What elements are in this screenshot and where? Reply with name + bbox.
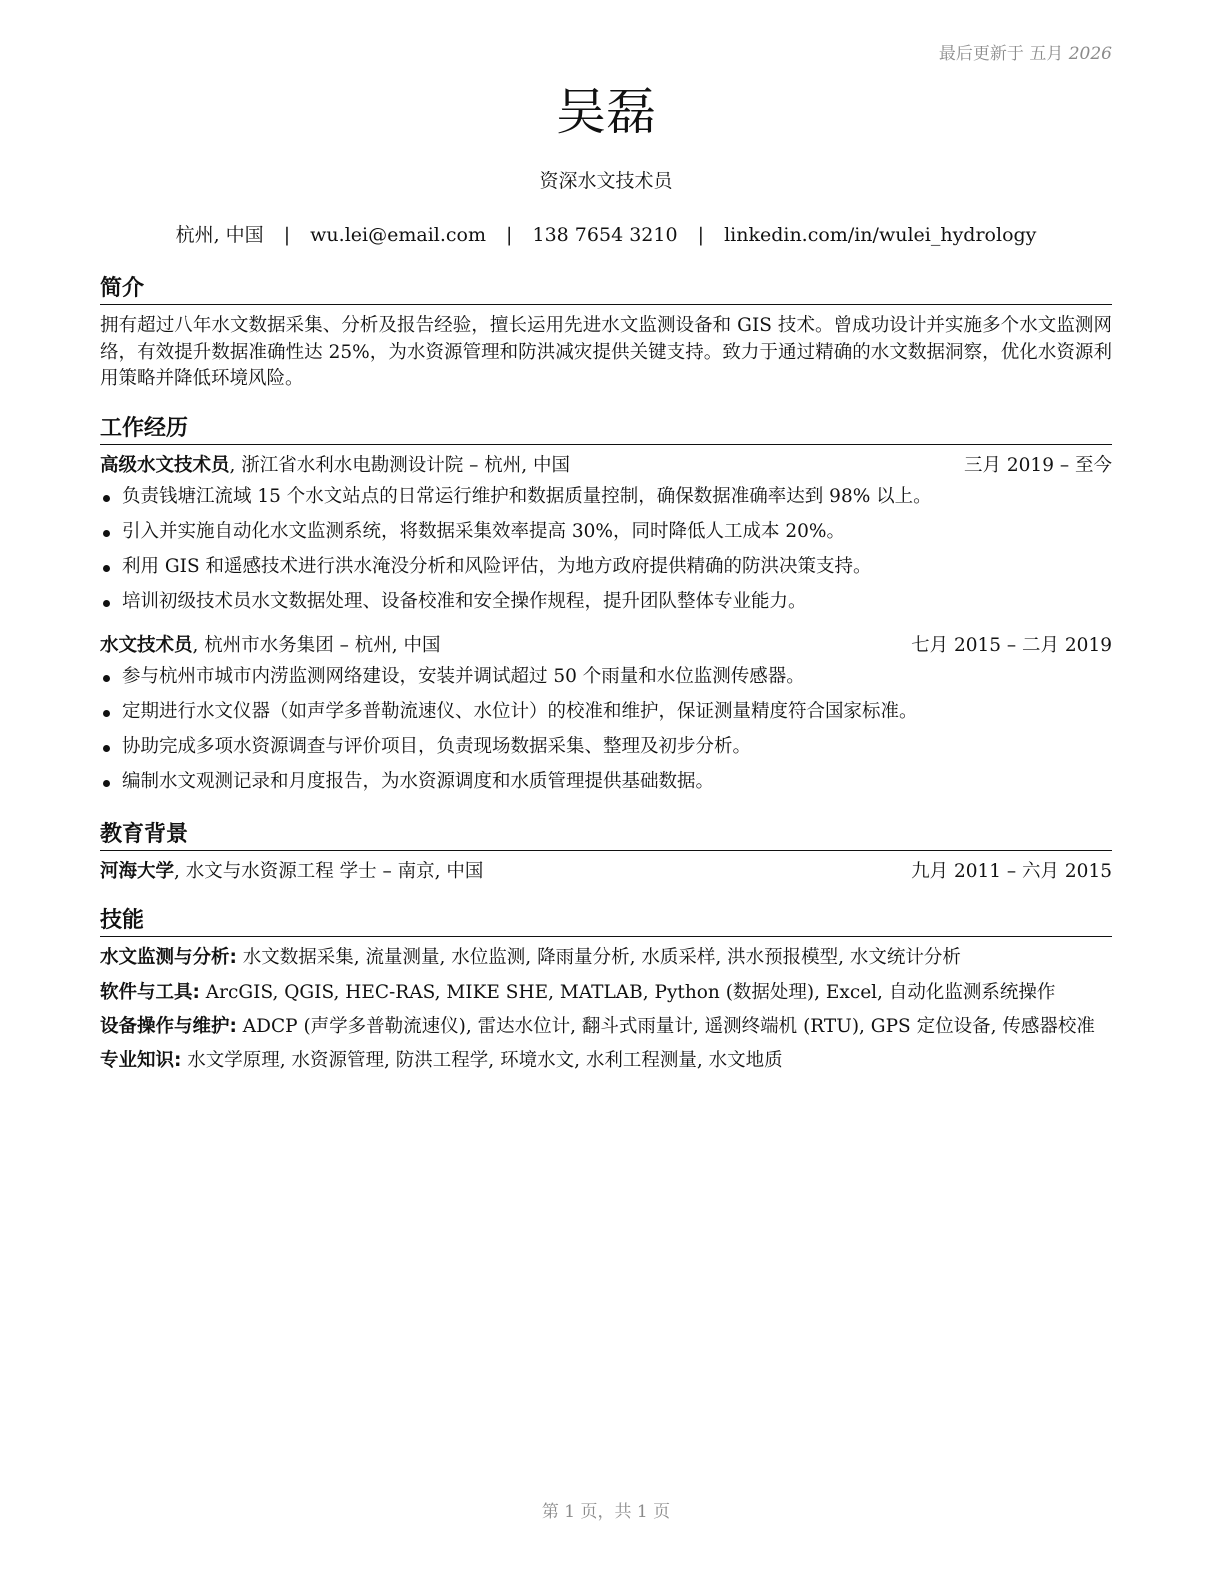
contact-separator: | (697, 224, 705, 246)
job-entry (100, 453, 1112, 615)
education-detail: , 水文与水资源工程 学士 – 南京, 中国 (174, 861, 484, 883)
education-school: 河海大学 (100, 861, 175, 883)
job-bullet: 培训初级技术员水文数据处理、设备校准和安全操作规程，提升团队整体专业能力。 (100, 589, 1112, 616)
skill-label: 专业知识: (100, 1050, 182, 1072)
last-updated-label: 最后更新于 (938, 44, 1024, 64)
summary-heading: 简介 (100, 276, 1112, 305)
skill-line (100, 1014, 1112, 1040)
job-bullet: 协助完成多项水资源调查与评价项目，负责现场数据采集、整理及初步分析。 (100, 734, 1112, 761)
job-dates: 三月 2019 – 至今 (964, 455, 1112, 477)
job-header (100, 453, 1112, 480)
contact-email[interactable]: wu.lei@email.com (310, 224, 486, 246)
skill-value: ADCP (声学多普勒流速仪), 雷达水位计, 翻斗式雨量计, 遥测终端机 (RTU), GPS 定位设备, 传感器校准 (236, 1015, 1095, 1037)
job-bullet: 编制水文观测记录和月度报告，为水资源调度和水质管理提供基础数据。 (100, 769, 1112, 796)
candidate-name: 吴磊 (556, 83, 656, 141)
last-updated (939, 42, 1112, 67)
education-section (100, 822, 1112, 886)
contact-separator: | (506, 224, 513, 246)
contact-phone: 138 7654 3210 (532, 224, 678, 246)
job-bullet: 利用 GIS 和遥感技术进行洪水淹没分析和风险评估，为地方政府提供精确的防洪决策支持。 (100, 554, 1112, 581)
skill-line (100, 1048, 1112, 1074)
last-updated-month: 五月 (1029, 44, 1064, 64)
page-footer: 第 1 页，共 1 页 (541, 1502, 671, 1522)
job-bullet: 负责钱塘江流域 15 个水文站点的日常运行维护和数据质量控制，确保数据准确率达到 98% 以上。 (100, 484, 1112, 511)
job-bullet: 定期进行水文仪器（如声学多普勒流速仪、水位计）的校准和维护，保证测量精度符合国家标准。 (100, 699, 1112, 726)
skill-label: 水文监测与分析: (100, 947, 237, 969)
contact-location: 杭州, 中国 (175, 224, 264, 246)
skill-line (100, 980, 1112, 1006)
job-role-org (100, 453, 570, 480)
job-bullet: 引入并实施自动化水文监测系统，将数据采集效率提高 30%，同时降低人工成本 20%。 (100, 519, 1112, 546)
skills-heading: 技能 (100, 908, 1112, 937)
job-entry (100, 633, 1112, 795)
candidate-title: 资深水文技术员 (539, 170, 673, 192)
skill-value: 水文数据采集, 流量测量, 水位监测, 降雨量分析, 水质采样, 洪水预报模型, 水文统计分析 (236, 947, 961, 969)
job-bullet: 参与杭州市城市内涝监测网络建设，安装并调试超过 50 个雨量和水位监测传感器。 (100, 664, 1112, 691)
job-header (100, 633, 1112, 660)
education-entry (100, 859, 1112, 886)
education-heading: 教育背景 (100, 822, 1112, 851)
job-org: , 浙江省水利水电勘测设计院 – 杭州, 中国 (229, 455, 571, 477)
skill-value: ArcGIS, QGIS, HEC-RAS, MIKE SHE, MATLAB, Python (数据处理), Excel, 自动化监测系统操作 (199, 981, 1056, 1003)
job-org: , 杭州市水务集团 – 杭州, 中国 (192, 635, 441, 657)
skill-value: 水文学原理, 水资源管理, 防洪工程学, 环境水文, 水利工程测量, 水文地质 (181, 1050, 783, 1072)
experience-heading: 工作经历 (100, 416, 1112, 445)
education-dates: 九月 2011 – 六月 2015 (911, 861, 1112, 883)
summary-text: 拥有超过八年水文数据采集、分析及报告经验，擅长运用先进水文监测设备和 GIS 技术。曾成功设计并实施多个水文监测网络，有效提升数据准确性达 25%，为水资源管理和防洪减灾提供关键支持。致力于通过精确的水文数据洞察，优化水资源利用策略并降低环境风险。 (100, 315, 1112, 389)
summary-section (100, 276, 1112, 392)
contact-linkedin[interactable]: linkedin.com/in/wulei_hydrology (724, 224, 1037, 246)
last-updated-year: 2026 (1068, 44, 1112, 64)
job-dates: 七月 2015 – 二月 2019 (911, 635, 1112, 657)
skill-label: 设备操作与维护: (100, 1015, 237, 1037)
skill-label: 软件与工具: (100, 981, 200, 1003)
experience-section (100, 416, 1112, 804)
job-role: 水文技术员 (100, 635, 193, 657)
contact-line (100, 222, 1112, 250)
education-school-detail (100, 859, 483, 886)
job-role: 高级水文技术员 (100, 455, 230, 477)
job-bullets (100, 664, 1112, 795)
contact-separator: | (283, 224, 291, 246)
job-bullets (100, 484, 1112, 615)
job-role-org (100, 633, 441, 660)
skill-line (100, 945, 1112, 971)
skills-section (100, 908, 1112, 1082)
